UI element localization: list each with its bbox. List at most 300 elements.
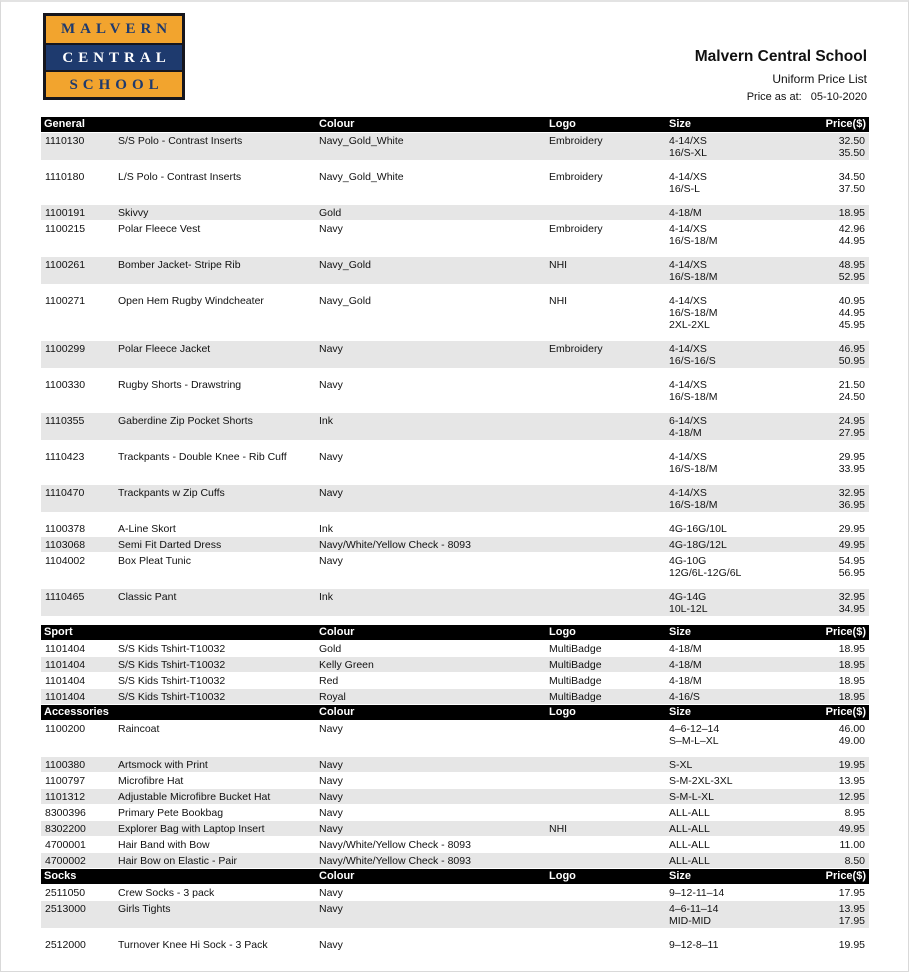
size-line: 4-14/XS <box>669 223 707 235</box>
price-line: 17.95 <box>838 915 865 927</box>
cell-price <box>801 207 869 219</box>
size-line: S-XL <box>669 759 693 771</box>
price-line: 32.95 <box>838 487 865 499</box>
cell-logo: MultiBadge <box>549 675 602 687</box>
size-line: 16/S-16/S <box>669 355 716 367</box>
section-header-bar <box>41 869 869 884</box>
table-row <box>41 937 869 952</box>
table-row <box>41 805 869 820</box>
cell-size <box>669 643 801 655</box>
table-row <box>41 553 869 580</box>
price-line: 42.96 <box>838 223 865 235</box>
size-line: 4-14/XS <box>669 343 707 355</box>
cell-colour: Navy/White/Yellow Check - 8093 <box>319 855 471 867</box>
cell-colour: Navy <box>319 887 343 899</box>
section-header-bar <box>41 117 869 132</box>
price-line: 8.95 <box>844 807 865 819</box>
cell-item-name: Polar Fleece Jacket <box>118 343 211 355</box>
cell-logo: Embroidery <box>549 171 603 183</box>
table-row <box>41 257 869 284</box>
price-line: 52.95 <box>838 271 865 283</box>
price-line: 45.95 <box>838 319 865 331</box>
size-line: 4-18/M <box>669 207 702 219</box>
table-row <box>41 789 869 804</box>
cell-logo: Embroidery <box>549 223 603 235</box>
cell-item-name: Hair Band with Bow <box>118 839 210 851</box>
cell-item-code: 1101404 <box>45 643 86 655</box>
cell-logo <box>549 775 669 787</box>
cell-price <box>801 135 869 159</box>
price-line: 44.95 <box>838 307 865 319</box>
column-header-price: Price($) <box>825 626 866 638</box>
table-row <box>41 657 869 672</box>
price-line: 27.95 <box>838 427 865 439</box>
cell-price <box>801 939 869 951</box>
cell-colour: Navy <box>319 939 343 951</box>
cell-logo <box>549 591 669 615</box>
page-subtitle: Uniform Price List <box>772 72 867 86</box>
cell-size <box>669 659 801 671</box>
table-row <box>41 133 869 160</box>
cell-colour: Navy <box>319 343 343 355</box>
size-line: 4G-16G/10L <box>669 523 727 535</box>
cell-colour: Royal <box>319 691 346 703</box>
price-line: 54.95 <box>838 555 865 567</box>
table-row <box>41 521 869 536</box>
cell-item-name: Adjustable Microfibre Bucket Hat <box>118 791 271 803</box>
cell-logo <box>549 723 669 747</box>
cell-size <box>669 487 801 511</box>
price-line: 49.95 <box>838 823 865 835</box>
table-row <box>41 689 869 704</box>
cell-colour: Navy/White/Yellow Check - 8093 <box>319 839 471 851</box>
cell-item-code: 1100191 <box>45 207 86 219</box>
table-row <box>41 853 869 868</box>
cell-size <box>669 415 801 439</box>
cell-size <box>669 539 801 551</box>
size-line: ALL-ALL <box>669 823 710 835</box>
cell-size <box>669 451 801 475</box>
cell-item-code: 1110130 <box>45 135 85 147</box>
cell-price <box>801 723 869 747</box>
size-line: S-M-L-XL <box>669 791 714 803</box>
size-line: 4-18/M <box>669 675 702 687</box>
cell-item-code: 1110423 <box>45 451 85 463</box>
cell-colour: Navy <box>319 791 343 803</box>
column-header-size: Size <box>669 706 692 718</box>
size-line: 16/S-L <box>669 183 700 195</box>
table-row <box>41 413 869 440</box>
cell-item-code: 1101312 <box>45 791 86 803</box>
price-line: 56.95 <box>838 567 865 579</box>
cell-price <box>801 487 869 511</box>
cell-logo <box>549 807 669 819</box>
cell-item-name: S/S Kids Tshirt-T10032 <box>118 675 226 687</box>
cell-colour: Ink <box>319 591 334 603</box>
cell-item-code: 1100797 <box>45 775 86 787</box>
column-header-price: Price($) <box>825 706 866 718</box>
size-line: 4G-18G/12L <box>669 539 727 551</box>
size-line: ALL-ALL <box>669 839 710 851</box>
cell-item-code: 1100299 <box>45 343 86 355</box>
price-line: 12.95 <box>838 791 865 803</box>
cell-price <box>801 887 869 899</box>
cell-logo: MultiBadge <box>549 659 602 671</box>
cell-size <box>669 207 801 219</box>
price-section <box>41 869 869 952</box>
cell-colour: Navy_Gold <box>319 295 371 307</box>
column-header-size: Size <box>669 118 692 130</box>
price-line: 18.95 <box>838 643 865 655</box>
cell-item-name: L/S Polo - Contrast Inserts <box>118 171 242 183</box>
table-row <box>41 885 869 900</box>
section-name: Sport <box>44 626 73 638</box>
cell-colour: Gold <box>319 207 342 219</box>
table-row <box>41 721 869 748</box>
cell-size <box>669 887 801 899</box>
cell-item-code: 1100380 <box>45 759 86 771</box>
size-line: 4-14/XS <box>669 451 707 463</box>
size-line: 4-18/M <box>669 427 702 439</box>
cell-item-code: 1100215 <box>45 223 86 235</box>
cell-colour: Navy <box>319 379 343 391</box>
size-line: 9–12-11–14 <box>669 887 725 899</box>
price-as-at <box>695 91 867 103</box>
cell-logo: NHI <box>549 259 568 271</box>
cell-item-name: Crew Socks - 3 pack <box>118 887 215 899</box>
cell-size <box>669 691 801 703</box>
cell-price <box>801 539 869 551</box>
section-rows <box>41 721 869 868</box>
cell-item-code: 1101404 <box>45 691 86 703</box>
price-line: 29.95 <box>838 451 865 463</box>
price-line: 18.95 <box>838 207 865 219</box>
cell-size <box>669 675 801 687</box>
table-row <box>41 221 869 248</box>
cell-colour: Navy <box>319 775 343 787</box>
price-line: 19.95 <box>838 759 865 771</box>
cell-price <box>801 691 869 703</box>
cell-logo <box>549 539 669 551</box>
cell-item-name: Box Pleat Tunic <box>118 555 191 567</box>
cell-colour: Gold <box>319 643 342 655</box>
section-name: Accessories <box>44 706 109 718</box>
cell-size <box>669 171 801 195</box>
size-line: 4-14/XS <box>669 259 707 271</box>
column-header-price: Price($) <box>825 118 866 130</box>
cell-price <box>801 171 869 195</box>
cell-colour: Navy_Gold_White <box>319 135 404 147</box>
cell-colour: Navy <box>319 903 343 915</box>
cell-colour: Navy <box>319 223 343 235</box>
cell-size <box>669 791 801 803</box>
cell-size <box>669 591 801 615</box>
cell-item-code: 1103068 <box>45 539 86 551</box>
size-line: 4–6-11–14 <box>669 903 719 915</box>
cell-size <box>669 135 801 159</box>
cell-logo <box>549 903 669 927</box>
cell-price <box>801 839 869 851</box>
cell-item-name: Rugby Shorts - Drawstring <box>118 379 242 391</box>
section-name: General <box>44 118 85 130</box>
size-line: 9–12-8–11 <box>669 939 719 951</box>
cell-logo <box>549 759 669 771</box>
cell-item-name: S/S Kids Tshirt-T10032 <box>118 691 226 703</box>
table-row <box>41 757 869 772</box>
price-line: 46.95 <box>838 343 865 355</box>
table-row <box>41 293 869 332</box>
cell-colour: Navy_Gold_White <box>319 171 404 183</box>
price-line: 19.95 <box>838 939 865 951</box>
cell-item-code: 4700002 <box>45 855 86 867</box>
cell-price <box>801 415 869 439</box>
column-header-colour: Colour <box>319 118 355 130</box>
logo-band-central: CENTRAL <box>46 43 182 70</box>
cell-item-name: Gaberdine Zip Pocket Shorts <box>118 415 253 427</box>
price-line: 32.95 <box>838 591 865 603</box>
size-line: 4-14/XS <box>669 487 707 499</box>
cell-item-code: 1101404 <box>45 659 86 671</box>
size-line: 4-16/S <box>669 691 700 703</box>
cell-size <box>669 343 801 367</box>
price-line: 18.95 <box>838 675 865 687</box>
size-line: S–M-L–XL <box>669 735 719 747</box>
cell-item-name: Bomber Jacket- Stripe Rib <box>118 259 241 271</box>
price-section <box>41 117 869 616</box>
cell-item-code: 1100200 <box>45 723 86 735</box>
cell-size <box>669 295 801 331</box>
price-line: 40.95 <box>838 295 865 307</box>
size-line: 4-14/XS <box>669 171 707 183</box>
cell-item-name: Polar Fleece Vest <box>118 223 201 235</box>
cell-item-name: S/S Kids Tshirt-T10032 <box>118 643 226 655</box>
table-row <box>41 485 869 512</box>
cell-logo <box>549 887 669 899</box>
cell-item-code: 1101404 <box>45 675 86 687</box>
size-line: 16/S-18/M <box>669 271 718 283</box>
cell-item-code: 1100378 <box>45 523 86 535</box>
cell-size <box>669 939 801 951</box>
price-as-at-label: Price as at: <box>746 91 802 103</box>
cell-size <box>669 379 801 403</box>
cell-item-code: 2512000 <box>45 939 86 951</box>
table-row <box>41 537 869 552</box>
section-rows <box>41 641 869 704</box>
cell-size <box>669 723 801 747</box>
price-line: 34.50 <box>838 171 865 183</box>
cell-item-name: Skivvy <box>118 207 149 219</box>
cell-item-code: 2513000 <box>45 903 86 915</box>
table-row <box>41 169 869 196</box>
table-row <box>41 837 869 852</box>
cell-item-name: Microfibre Hat <box>118 775 184 787</box>
cell-item-name: A-Line Skort <box>118 523 176 535</box>
cell-logo <box>549 379 669 403</box>
price-line: 34.95 <box>838 603 865 615</box>
cell-item-name: S/S Kids Tshirt-T10032 <box>118 659 226 671</box>
cell-price <box>801 823 869 835</box>
price-line: 8.50 <box>844 855 865 867</box>
table-row <box>41 449 869 476</box>
cell-item-code: 1110355 <box>45 415 85 427</box>
size-line: 16/S-18/M <box>669 499 718 511</box>
cell-price <box>801 675 869 687</box>
table-row <box>41 773 869 788</box>
size-line: S-M-2XL-3XL <box>669 775 733 787</box>
cell-logo: MultiBadge <box>549 643 602 655</box>
cell-item-name: Trackpants w Zip Cuffs <box>118 487 225 499</box>
title-block <box>695 48 867 103</box>
cell-item-name: Raincoat <box>118 723 160 735</box>
cell-item-code: 1110180 <box>45 171 85 183</box>
cell-item-code: 1100271 <box>45 295 86 307</box>
price-line: 49.95 <box>838 539 865 551</box>
cell-size <box>669 807 801 819</box>
table-row <box>41 377 869 404</box>
price-line: 24.95 <box>838 415 865 427</box>
price-line: 50.95 <box>838 355 865 367</box>
section-header-bar <box>41 705 869 720</box>
column-header-logo: Logo <box>549 870 576 882</box>
size-line: 12G/6L-12G/6L <box>669 567 742 579</box>
page-title: Malvern Central School <box>694 48 867 65</box>
cell-logo <box>549 855 669 867</box>
cell-price <box>801 295 869 331</box>
price-as-at-date: 05-10-2020 <box>810 91 867 103</box>
table-row <box>41 673 869 688</box>
size-line: 10L-12L <box>669 603 708 615</box>
cell-colour: Navy <box>319 451 343 463</box>
section-name: Socks <box>44 870 77 882</box>
cell-logo <box>549 207 669 219</box>
page-header <box>41 12 867 103</box>
cell-size <box>669 259 801 283</box>
cell-item-name: Semi Fit Darted Dress <box>118 539 222 551</box>
cell-logo <box>549 415 669 439</box>
column-header-size: Size <box>669 870 692 882</box>
cell-logo: MultiBadge <box>549 691 602 703</box>
cell-logo <box>549 939 669 951</box>
cell-colour: Navy/White/Yellow Check - 8093 <box>319 539 471 551</box>
cell-colour: Navy <box>319 487 343 499</box>
cell-logo <box>549 555 669 579</box>
cell-item-code: 4700001 <box>45 839 86 851</box>
cell-price <box>801 807 869 819</box>
table-row <box>41 205 869 220</box>
size-line: 4-18/M <box>669 659 702 671</box>
price-section <box>41 705 869 868</box>
size-line: 4-18/M <box>669 643 702 655</box>
cell-item-name: Explorer Bag with Laptop Insert <box>118 823 265 835</box>
price-line: 17.95 <box>838 887 865 899</box>
table-row <box>41 589 869 616</box>
cell-item-code: 1100261 <box>45 259 86 271</box>
cell-size <box>669 555 801 579</box>
cell-size <box>669 855 801 867</box>
column-header-logo: Logo <box>549 118 576 130</box>
cell-price <box>801 903 869 927</box>
price-line: 35.50 <box>838 147 865 159</box>
cell-colour: Navy <box>319 759 343 771</box>
size-line: 16/S-18/M <box>669 235 718 247</box>
column-header-colour: Colour <box>319 706 355 718</box>
cell-price <box>801 523 869 535</box>
size-line: MID-MID <box>669 915 711 927</box>
size-line: 16/S-18/M <box>669 463 718 475</box>
cell-price <box>801 379 869 403</box>
column-header-price: Price($) <box>825 870 866 882</box>
size-line: 16/S-XL <box>669 147 707 159</box>
cell-logo <box>549 523 669 535</box>
cell-colour: Navy <box>319 723 343 735</box>
cell-size <box>669 759 801 771</box>
size-line: 6-14/XS <box>669 415 707 427</box>
cell-price <box>801 223 869 247</box>
cell-item-name: Primary Pete Bookbag <box>118 807 224 819</box>
price-line: 21.50 <box>838 379 865 391</box>
cell-price <box>801 451 869 475</box>
cell-colour: Navy <box>319 555 343 567</box>
price-line: 13.95 <box>838 903 865 915</box>
column-header-colour: Colour <box>319 626 355 638</box>
table-row <box>41 821 869 836</box>
price-line: 48.95 <box>838 259 865 271</box>
size-line: 4G-10G <box>669 555 707 567</box>
cell-logo: NHI <box>549 823 568 835</box>
cell-item-name: Trackpants - Double Knee - Rib Cuff <box>118 451 287 463</box>
cell-item-name: S/S Polo - Contrast Inserts <box>118 135 243 147</box>
cell-size <box>669 775 801 787</box>
cell-size <box>669 823 801 835</box>
table-row <box>41 341 869 368</box>
cell-logo: NHI <box>549 295 568 307</box>
cell-price <box>801 343 869 367</box>
size-line: 16/S-18/M <box>669 391 718 403</box>
section-header-bar <box>41 625 869 640</box>
cell-price <box>801 591 869 615</box>
column-header-logo: Logo <box>549 706 576 718</box>
section-rows <box>41 133 869 616</box>
price-line: 46.00 <box>838 723 865 735</box>
cell-item-code: 1100330 <box>45 379 86 391</box>
cell-logo <box>549 487 669 511</box>
cell-colour: Ink <box>319 523 334 535</box>
price-section <box>41 625 869 704</box>
cell-colour: Navy_Gold <box>319 259 371 271</box>
cell-item-name: Turnover Knee Hi Sock - 3 Pack <box>118 939 268 951</box>
cell-item-code: 2511050 <box>45 887 86 899</box>
cell-logo <box>549 791 669 803</box>
price-line: 11.00 <box>839 839 865 851</box>
size-line: ALL-ALL <box>669 855 710 867</box>
cell-size <box>669 839 801 851</box>
cell-item-code: 1110465 <box>45 591 85 603</box>
size-line: ALL-ALL <box>669 807 710 819</box>
cell-logo: Embroidery <box>549 135 603 147</box>
cell-item-code: 8300396 <box>45 807 86 819</box>
cell-logo <box>549 451 669 475</box>
cell-item-code: 1104002 <box>45 555 86 567</box>
size-line: 4–6-12–14 <box>669 723 720 735</box>
cell-price <box>801 555 869 579</box>
cell-colour: Red <box>319 675 339 687</box>
cell-colour: Ink <box>319 415 334 427</box>
cell-item-name: Classic Pant <box>118 591 177 603</box>
cell-size <box>669 223 801 247</box>
cell-size <box>669 523 801 535</box>
cell-item-code: 8302200 <box>45 823 86 835</box>
section-rows <box>41 885 869 952</box>
